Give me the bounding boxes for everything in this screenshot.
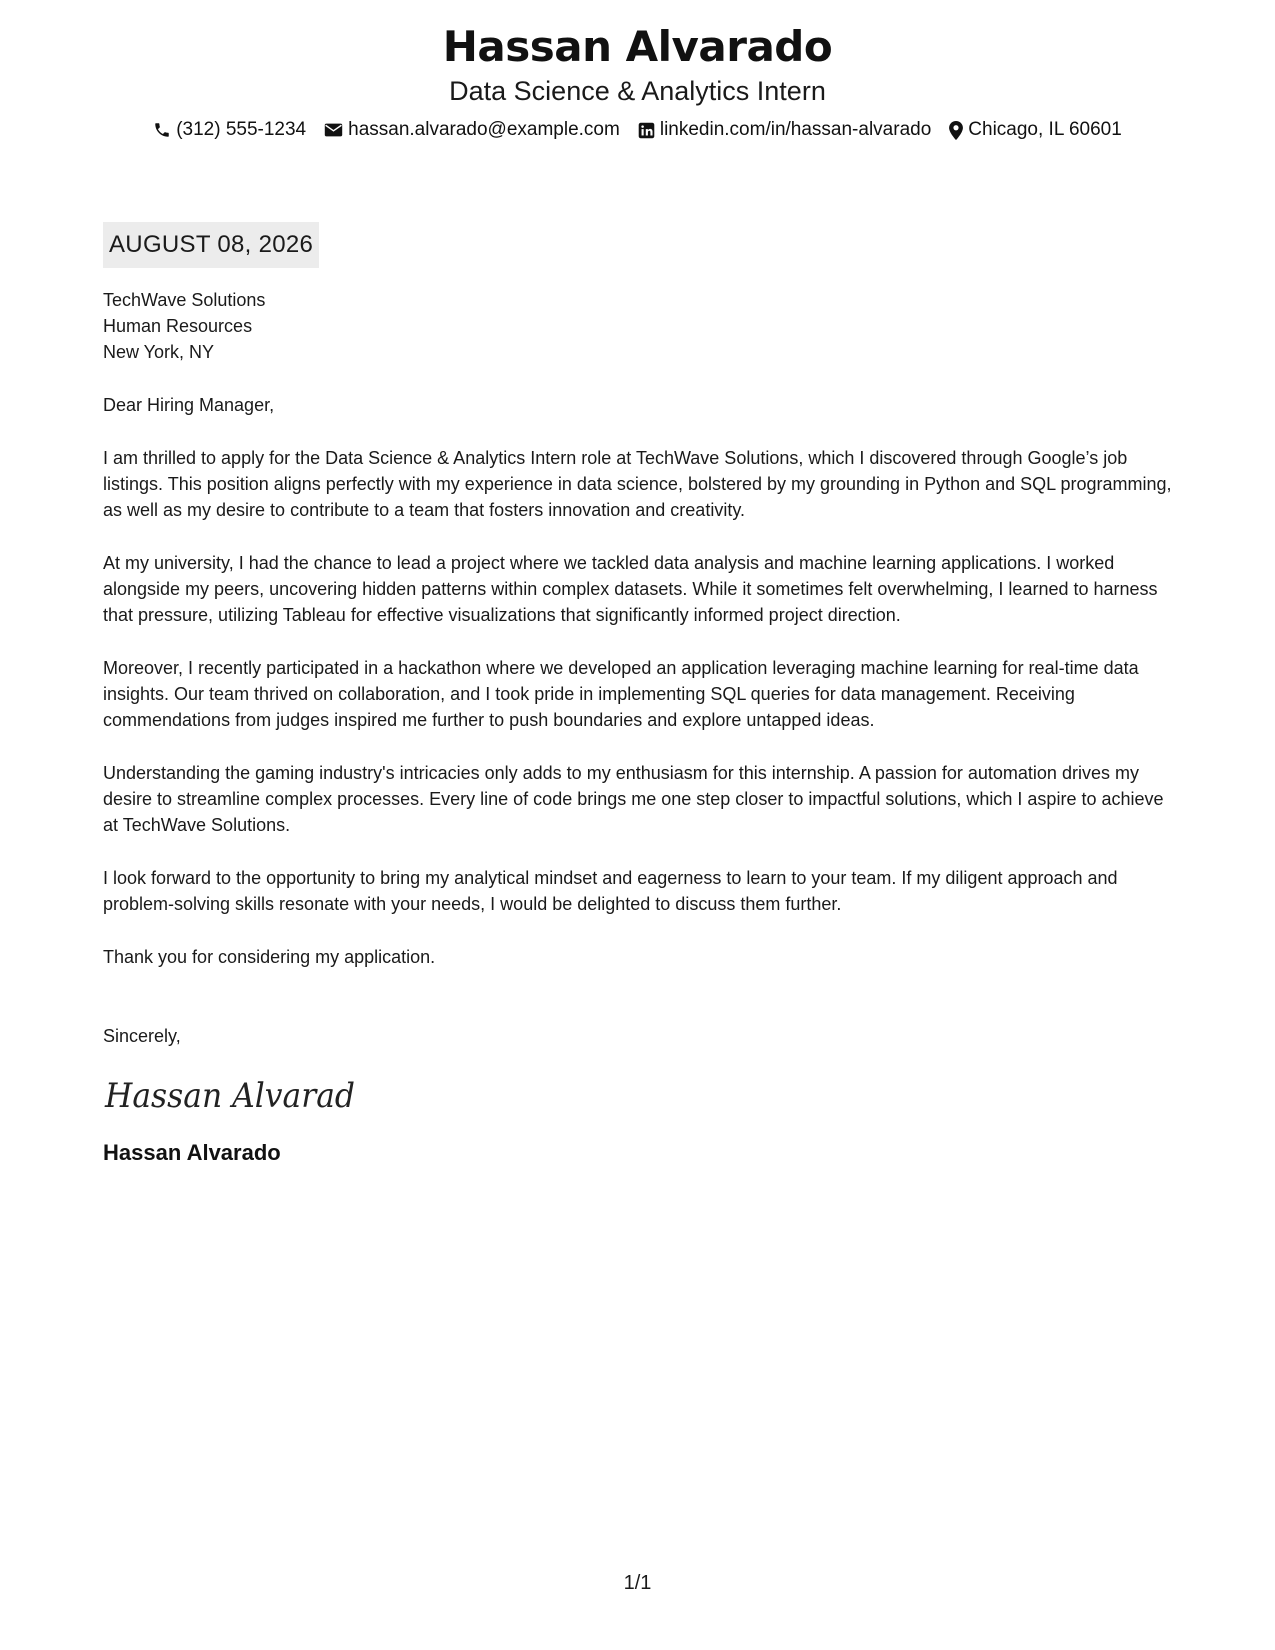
recipient-department: Human Resources [103,316,253,336]
recipient-location: New York, NY [103,342,215,362]
envelope-icon [324,122,343,138]
phone-icon [153,121,171,139]
contact-phone [153,118,306,142]
salutation: Dear Hiring Manager, [103,395,275,415]
contact-row [0,118,1275,142]
phone-text: (312) 555-1234 [176,119,307,140]
letter-body [103,287,1175,1167]
handwritten-signature [103,1073,363,1117]
linkedin-icon [638,122,655,139]
contact-email [324,118,620,142]
body-paragraph: I look forward to the opportunity to bring my analytical mindset and eagerness to learn to your team. If my diligent approach and problem-solving skills resonate with your needs, I would be delighted to discuss them further. [103,868,1118,914]
linkedin-text: linkedin.com/in/hassan-alvarado [659,119,932,140]
letter-header [0,20,1275,142]
body-paragraph: Moreover, I recently participated in a hackathon where we developed an application leveraging machine learning for real-time data insights. Our team thrived on collaboration, and I took pride in implementing SQL queries for data management. Receiving commendations from judges inspired me further to push boundaries and explore untapped ideas. [103,658,1139,730]
applicant-title: Data Science & Analytics Intern [449,76,826,106]
applicant-name: Hassan Alvarado [442,22,833,71]
recipient-company: TechWave Solutions [103,290,266,310]
email-text: hassan.alvarado@example.com [348,119,620,140]
page-number: 1/1 [623,1572,652,1594]
thank-you-line: Thank you for considering my application. [103,947,436,967]
location-text: Chicago, IL 60601 [968,119,1122,140]
closing: Sincerely, [103,1026,181,1046]
letter-date: AUGUST 08, 2026 [103,222,319,268]
svg-text:Hassan Alvarad: Hassan Alvarad [104,1076,356,1116]
signer-name: Hassan Alvarado [103,1140,281,1165]
contact-location [949,118,1122,142]
recipient-block [103,287,1175,365]
map-pin-icon [949,121,963,140]
body-paragraph: At my university, I had the chance to lead a project where we tackled data analysis and machine learning applications. I worked alongside my peers, uncovering hidden patterns within complex datasets. While it sometimes felt overwhelming, I learned to harness that pressure, utilizing Tableau for effective visualizations that significantly informed project direction. [103,553,1158,625]
body-paragraph: I am thrilled to apply for the Data Science & Analytics Intern role at TechWave Solutions, which I discovered through Google’s job listings. This position aligns perfectly with my experience in data science, bolstered by my grounding in Python and SQL programming, as well as my desire to contribute to a team that fosters innovation and creativity. [103,448,1172,520]
contact-linkedin [638,118,931,142]
body-paragraph: Understanding the gaming industry's intricacies only adds to my enthusiasm for this internship. A passion for automation drives my desire to streamline complex processes. Every line of code brings me one step closer to impactful solutions, which I aspire to achieve at TechWave Solutions. [103,763,1164,835]
